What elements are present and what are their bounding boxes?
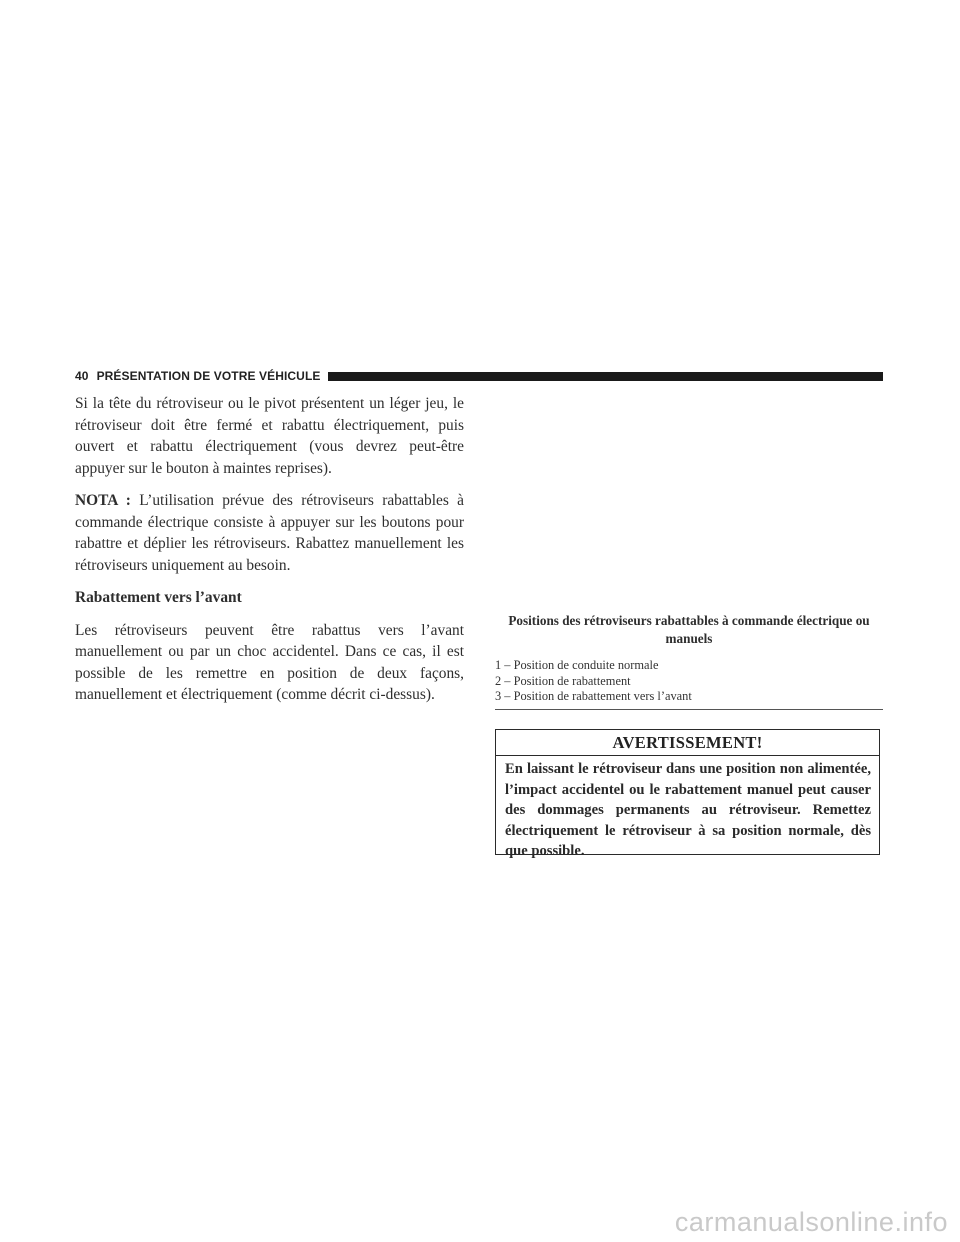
paragraph-head-play: Si la tête du rétroviseur ou le pivot présentent un léger jeu, le rétroviseur doit être fermé et rabattu électriquement, puis ouvert et rabattu électriquement (vous devrez peut-être appuyer sur le bouton à maintes reprises).: [75, 395, 464, 477]
section-title: PRÉSENTATION DE VOTRE VÉHICULE: [96, 369, 321, 383]
nota-label: NOTA :: [75, 492, 131, 509]
left-column: [75, 393, 464, 717]
warning-text: En laissant le rétroviseur dans une position non alimentée, l’impact accidentel ou le rabattement manuel peut causer des dommages permanents au rétroviseur. Remettez électriquement le rétroviseur à sa position normale, dès que possible.: [505, 761, 871, 859]
nota-text: L’utilisation prévue des rétroviseurs rabattables à commande électrique consiste à appuyer sur les boutons pour rabattre et déplier les rétroviseurs. Rabattez manuellement les rétroviseurs uniquement au besoin.: [75, 492, 464, 574]
page-header: [75, 366, 883, 386]
warning-box: [495, 729, 880, 859]
legend-item: 3 – Position de rabattement vers l’avant: [495, 689, 692, 703]
legend-item: 2 – Position de rabattement: [495, 673, 631, 688]
legend-item: 1 – Position de conduite normale: [495, 658, 659, 672]
nota-paragraph: [75, 490, 464, 576]
header-rule: [328, 372, 883, 381]
caption-title: Positions des rétroviseurs rabattables à commande électrique ou manuels: [508, 613, 870, 646]
caption-divider: [495, 709, 883, 710]
figure-caption: [495, 612, 883, 710]
warning-title: AVERTISSEMENT!: [496, 730, 879, 756]
page-number: 40: [75, 369, 89, 383]
subheading-forward-fold: Rabattement vers l’avant: [75, 589, 242, 606]
paragraph-forward-fold: Les rétroviseurs peuvent être rabattus vers l’avant manuellement ou par un choc accidentel. Dans ce cas, il est possible de les remettre en position de deux façons, manuellement et électriquement (comme décrit ci-dessus).: [75, 621, 464, 703]
watermark: carmanualsonline.info: [674, 1207, 948, 1237]
